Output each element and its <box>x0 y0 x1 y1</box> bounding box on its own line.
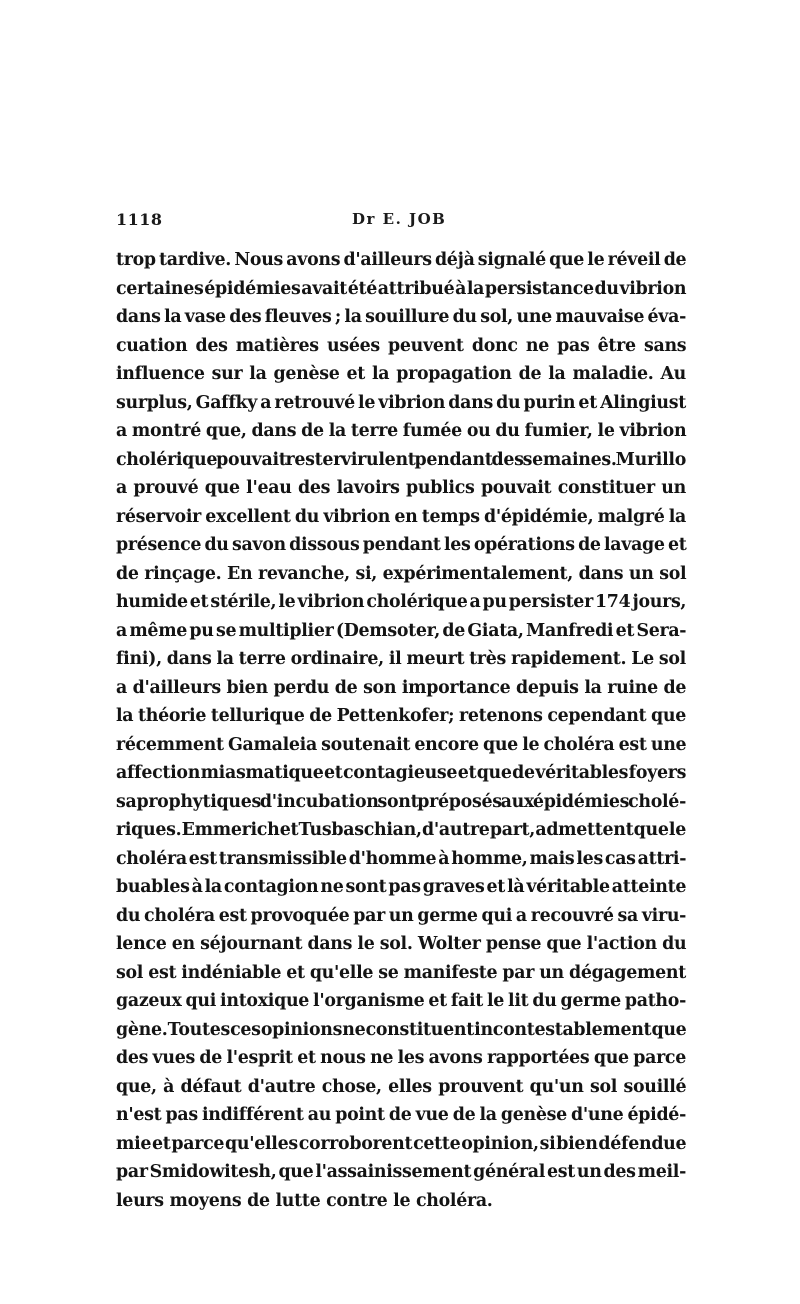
text-line: choléra est transmissible d'homme à homme, mais les cas attri- <box>116 848 687 869</box>
page-number: 1118 <box>116 210 163 229</box>
text-line: récemment Gamaleia soutenait encore que le choléra est une <box>116 734 687 755</box>
text-line: cholérique pouvait rester virulent pendant des semaines. Murillo <box>116 449 687 470</box>
author-heading: Dr E. JOB <box>352 210 447 228</box>
text-line: présence du savon dissous pendant les opérations de lavage et <box>116 535 687 555</box>
text-line: surplus, Gaffky a retrouvé le vibrion dans du purin et Alingiust <box>116 392 686 413</box>
text-line: saprophytiques d'incubation sont préposés aux épidémies cholé- <box>116 791 686 812</box>
text-line: gazeux qui intoxique l'organisme et fait le lit du germe patho- <box>116 991 686 1011</box>
text-line: lence en séjournant dans le sol. Wolter pense que l'action du <box>116 934 687 954</box>
text-line: a d'ailleurs bien perdu de son importance depuis la ruine de <box>116 677 687 698</box>
text-line: leurs moyens de lutte contre le choléra. <box>116 1190 493 1211</box>
text-line: n'est pas indifférent au point de vue de la genèse d'une épidé- <box>116 1105 686 1125</box>
text-line: réservoir excellent du vibrion en temps d'épidémie, malgré la <box>116 506 686 527</box>
text-line: du choléra est provoquée par un germe qui a recouvré sa viru- <box>116 905 687 926</box>
text-line: cuation des matières usées peuvent donc ne pas être sans <box>116 335 687 356</box>
text-line: la théorie tellurique de Pettenkofer; retenons cependant que <box>116 706 686 726</box>
text-line: a prouvé que l'eau des lavoirs publics pouvait constituer un <box>116 478 686 498</box>
text-line: certaines épidémies avait été attribué à la persistance du vibrion <box>116 278 687 299</box>
text-line: buables à la contagion ne sont pas graves et là véritable atteinte <box>116 877 687 897</box>
text-line: dans la vase des fleuves ; la souillure du sol, une mauvaise éva- <box>116 307 686 327</box>
text-line: des vues de l'esprit et nous ne les avons rapportées que parce <box>116 1048 686 1068</box>
text-line: humide et stérile, le vibrion cholérique a pu persister 174 jours, <box>116 592 687 612</box>
text-line: par Smidowitesh, que l'assainissement général est un des meil- <box>116 1162 686 1182</box>
text-line: influence sur la genèse et la propagation de la maladie. Au <box>116 364 686 384</box>
text-line: a montré que, dans de la terre fumée ou du fumier, le vibrion <box>116 421 687 441</box>
text-line: riques. Emmerich et Tusbaschian, d'autre part, admettent que le <box>116 820 686 840</box>
body-paragraph <box>116 246 686 1215</box>
text-line: de rinçage. En revanche, si, expérimentalement, dans un sol <box>116 563 687 584</box>
running-head <box>116 210 676 234</box>
text-line: trop tardive. Nous avons d'ailleurs déjà signalé que le réveil de <box>116 250 687 270</box>
text-line: mie et parce qu'elles corroborent cette opinion, si bien défendue <box>116 1133 687 1154</box>
text-line: gène. Toutes ces opinions ne constituent incontestablement que <box>116 1019 687 1040</box>
text-line: sol est indéniable et qu'elle se manifeste par un dégagement <box>116 962 686 983</box>
text-line: que, à défaut d'autre chose, elles prouvent qu'un sol souillé <box>116 1076 687 1097</box>
text-line: fini), dans la terre ordinaire, il meurt très rapidement. Le sol <box>116 649 686 669</box>
text-line: affection miasmatique et contagieuse et que de véritables foyers <box>116 763 687 783</box>
text-line: a même pu se multiplier (Demsoter, de Giata, Manfredi et Sera- <box>116 620 687 641</box>
